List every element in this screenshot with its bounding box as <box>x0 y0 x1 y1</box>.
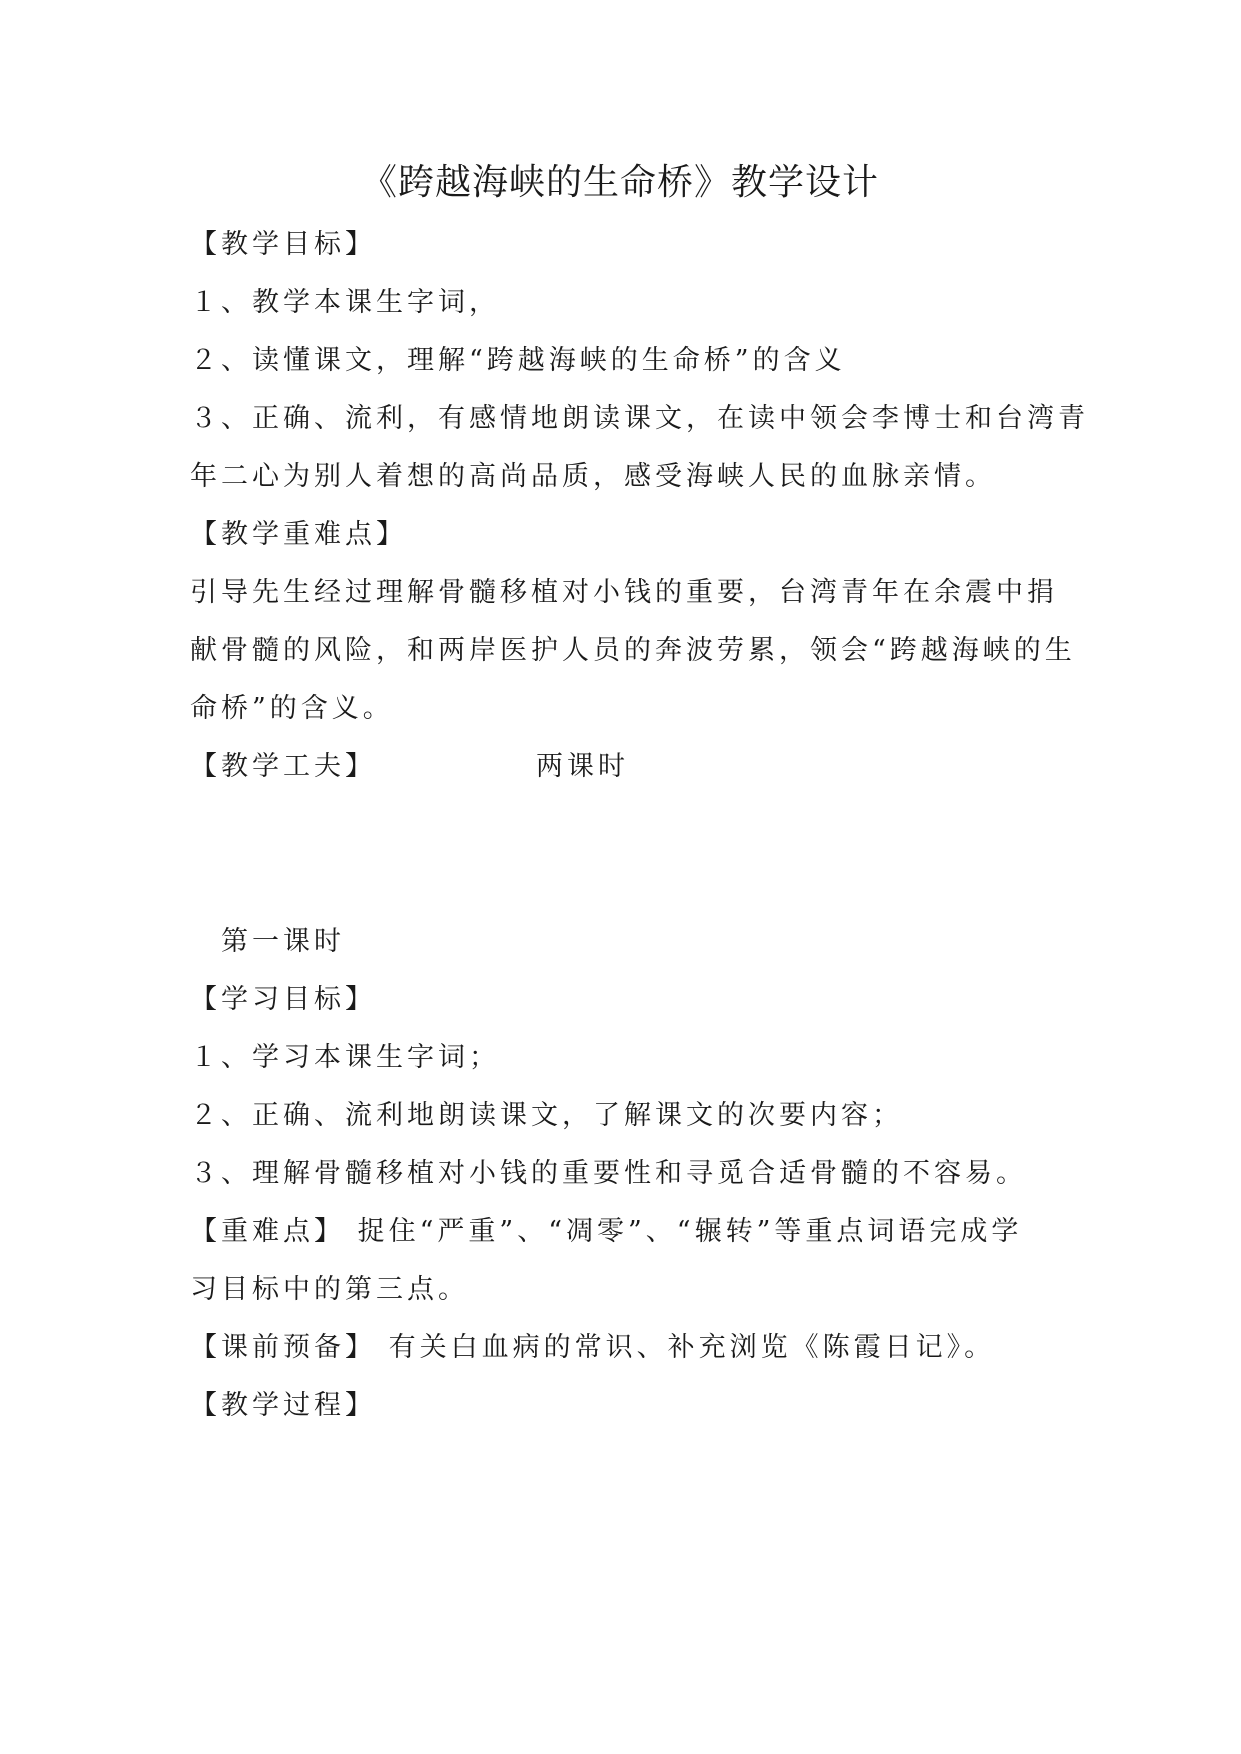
section-heading-teaching-goals: 【教学目标】 <box>190 229 376 260</box>
difficulties-line-2: 习目标中的第三点。 <box>190 1274 469 1305</box>
difficulties-line-1: 【重难点】 捉住“严重”、“凋零”、“辗转”等重点词语完成学 <box>190 1216 1023 1247</box>
section-heading-teaching-process: 【教学过程】 <box>190 1390 376 1421</box>
goal-item-3-continued: 年二心为别人着想的高尚品质，感受海峡人民的血脉亲情。 <box>190 461 996 492</box>
goal-item-1: １、教学本课生字词， <box>190 287 500 318</box>
key-points-text-line-1: 引导先生经过理解骨髓移植对小钱的重要，台湾青年在余震中捐 <box>190 577 1058 608</box>
key-points-text-line-2: 献骨髓的风险，和两岸医护人员的奔波劳累，领会“跨越海峡的生 <box>190 635 1076 666</box>
document-title: 《跨越海峡的生命桥》教学设计 <box>360 162 879 203</box>
teaching-time-row <box>190 747 1050 787</box>
teaching-time-label: 【教学工夫】 <box>190 751 376 782</box>
goal-item-2: ２、读懂课文，理解“跨越海峡的生命桥”的含义 <box>190 345 846 376</box>
key-points-text-line-3: 命桥”的含义。 <box>190 693 394 724</box>
teaching-time-value: 两课时 <box>536 751 629 782</box>
lesson-one-heading: 第一课时 <box>190 926 345 957</box>
preparation-line: 【课前预备】 有关白血病的常识、补充浏览《陈霞日记》。 <box>190 1332 996 1363</box>
learning-goal-item-2: ２、正确、流利地朗读课文，了解课文的次要内容； <box>190 1100 903 1131</box>
learning-goal-item-3: ３、理解骨髓移植对小钱的重要性和寻觅合适骨髓的不容易。 <box>190 1158 1027 1189</box>
learning-goal-item-1: １、学习本课生字词； <box>190 1042 500 1073</box>
section-heading-key-points: 【教学重难点】 <box>190 519 407 550</box>
section-heading-learning-goals: 【学习目标】 <box>190 984 376 1015</box>
goal-item-3: ３、正确、流利，有感情地朗读课文，在读中领会李博士和台湾青 <box>190 403 1089 434</box>
